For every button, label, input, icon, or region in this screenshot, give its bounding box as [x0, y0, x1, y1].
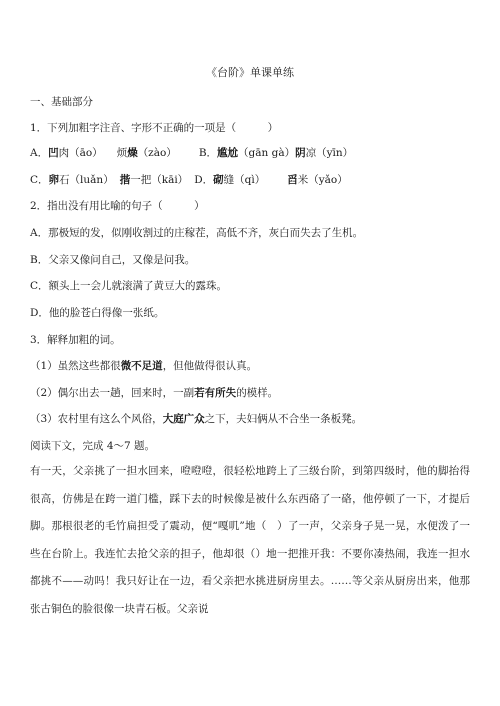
- question-3-item-3: [30, 412, 470, 426]
- item-1-post: ，但他做得很认真。: [162, 360, 258, 372]
- option-a-bold-1: 凹: [48, 147, 59, 159]
- option-b-text-1: （gān gà）: [238, 147, 296, 159]
- option-d-label: D．: [194, 174, 214, 186]
- option-b-bold-2: 阴: [295, 147, 306, 159]
- option-a-text-1: 肉（āo）: [58, 147, 103, 159]
- section-heading: 一、基础部分: [30, 96, 93, 108]
- option-d-bold-2: 舀: [287, 174, 298, 186]
- item-3-bold: 大庭广众: [162, 413, 205, 425]
- option-d-text-1: 缝（qì）: [223, 174, 266, 186]
- question-2-option-a: A．那极短的发，似刚收割过的庄稼茬，高低不齐，灰白而失去了生机。: [30, 227, 364, 239]
- item-1-bold: 微不足道: [120, 360, 163, 372]
- question-2-option-d: D．他的脸苍白得像一张纸。: [30, 307, 165, 319]
- option-a-label: A．: [30, 147, 49, 159]
- question-1-options-cd: [30, 173, 470, 187]
- option-b-label: B．: [198, 147, 218, 159]
- option-d-bold-1: 砌: [213, 174, 224, 186]
- option-c-bold-1: 卵: [48, 174, 60, 186]
- option-a-text-2: （zào）: [137, 147, 177, 159]
- option-b-text-2: 凉（yīn）: [305, 147, 354, 159]
- reading-intro: 阅读下文，完成 4～7 题。: [30, 440, 156, 452]
- item-3-pre: （3）农村里有这么个风俗，: [30, 413, 163, 425]
- item-3-post: 之下，夫妇俩从不合坐一条板凳。: [204, 413, 363, 425]
- question-2-option-b: B．父亲又像问自己，又像是问我。: [30, 254, 196, 266]
- item-2-bold: 若有所失: [194, 387, 237, 399]
- option-c-label: C．: [30, 174, 49, 186]
- question-2-option-c: C．额头上一会儿就滚满了黄豆大的露珠。: [30, 280, 228, 292]
- reading-passage: 有一天，父亲挑了一担水回来，噔噔噔，很轻松地跨上了三级台阶，到第四级时，他的脚抬得很高，仿佛是在跨一道门槛，踩下去的时候像是被什么东西硌了一硌，他停顿了一下，才提后脚。那根很老的毛竹扁担受了震动，便“嘎叽”地（ ）了一声，父亲身子晃一晃，水便泼了一些在台阶上。我连忙去抢父亲的担子，他却很（）地一把推开我：不要你凑热闹，我连一担水都挑不——动吗！我只好让在一边，看父亲把水挑进厨房里去。……等父亲从厨房出来，他那张古铜色的脸很像一块青石板。父亲说: [30, 465, 470, 615]
- question-2-stem: 2．指出没有用比喻的句子（ ）: [30, 200, 205, 212]
- question-1-stem: 1．下列加粗字注音、字形不正确的一项是（ ）: [30, 122, 279, 134]
- page-title: 《台阶》单课单练: [206, 66, 294, 79]
- option-c-text-1: 石（luǎn）: [59, 174, 114, 186]
- option-b-bold-1: 尴尬: [217, 147, 239, 159]
- question-3-stem: 3．解释加粗的词。: [30, 334, 121, 346]
- item-2-post: 的模样。: [236, 387, 279, 399]
- question-3-item-2: [30, 386, 470, 400]
- option-c-text-2: 一把（kāi）: [130, 174, 189, 186]
- question-1-options-ab: [30, 146, 470, 160]
- option-a-pre-2: 烦: [116, 147, 128, 159]
- question-3-item-1: [30, 359, 470, 373]
- option-a-bold-2: 燥: [127, 147, 138, 159]
- item-1-pre: （1）虽然这些都很: [30, 360, 121, 372]
- item-2-pre: （2）偶尔出去一趟，回来时，一副: [30, 387, 195, 399]
- option-c-bold-2: 揩: [119, 174, 131, 186]
- option-d-text-2: 米（yǎo）: [297, 174, 348, 186]
